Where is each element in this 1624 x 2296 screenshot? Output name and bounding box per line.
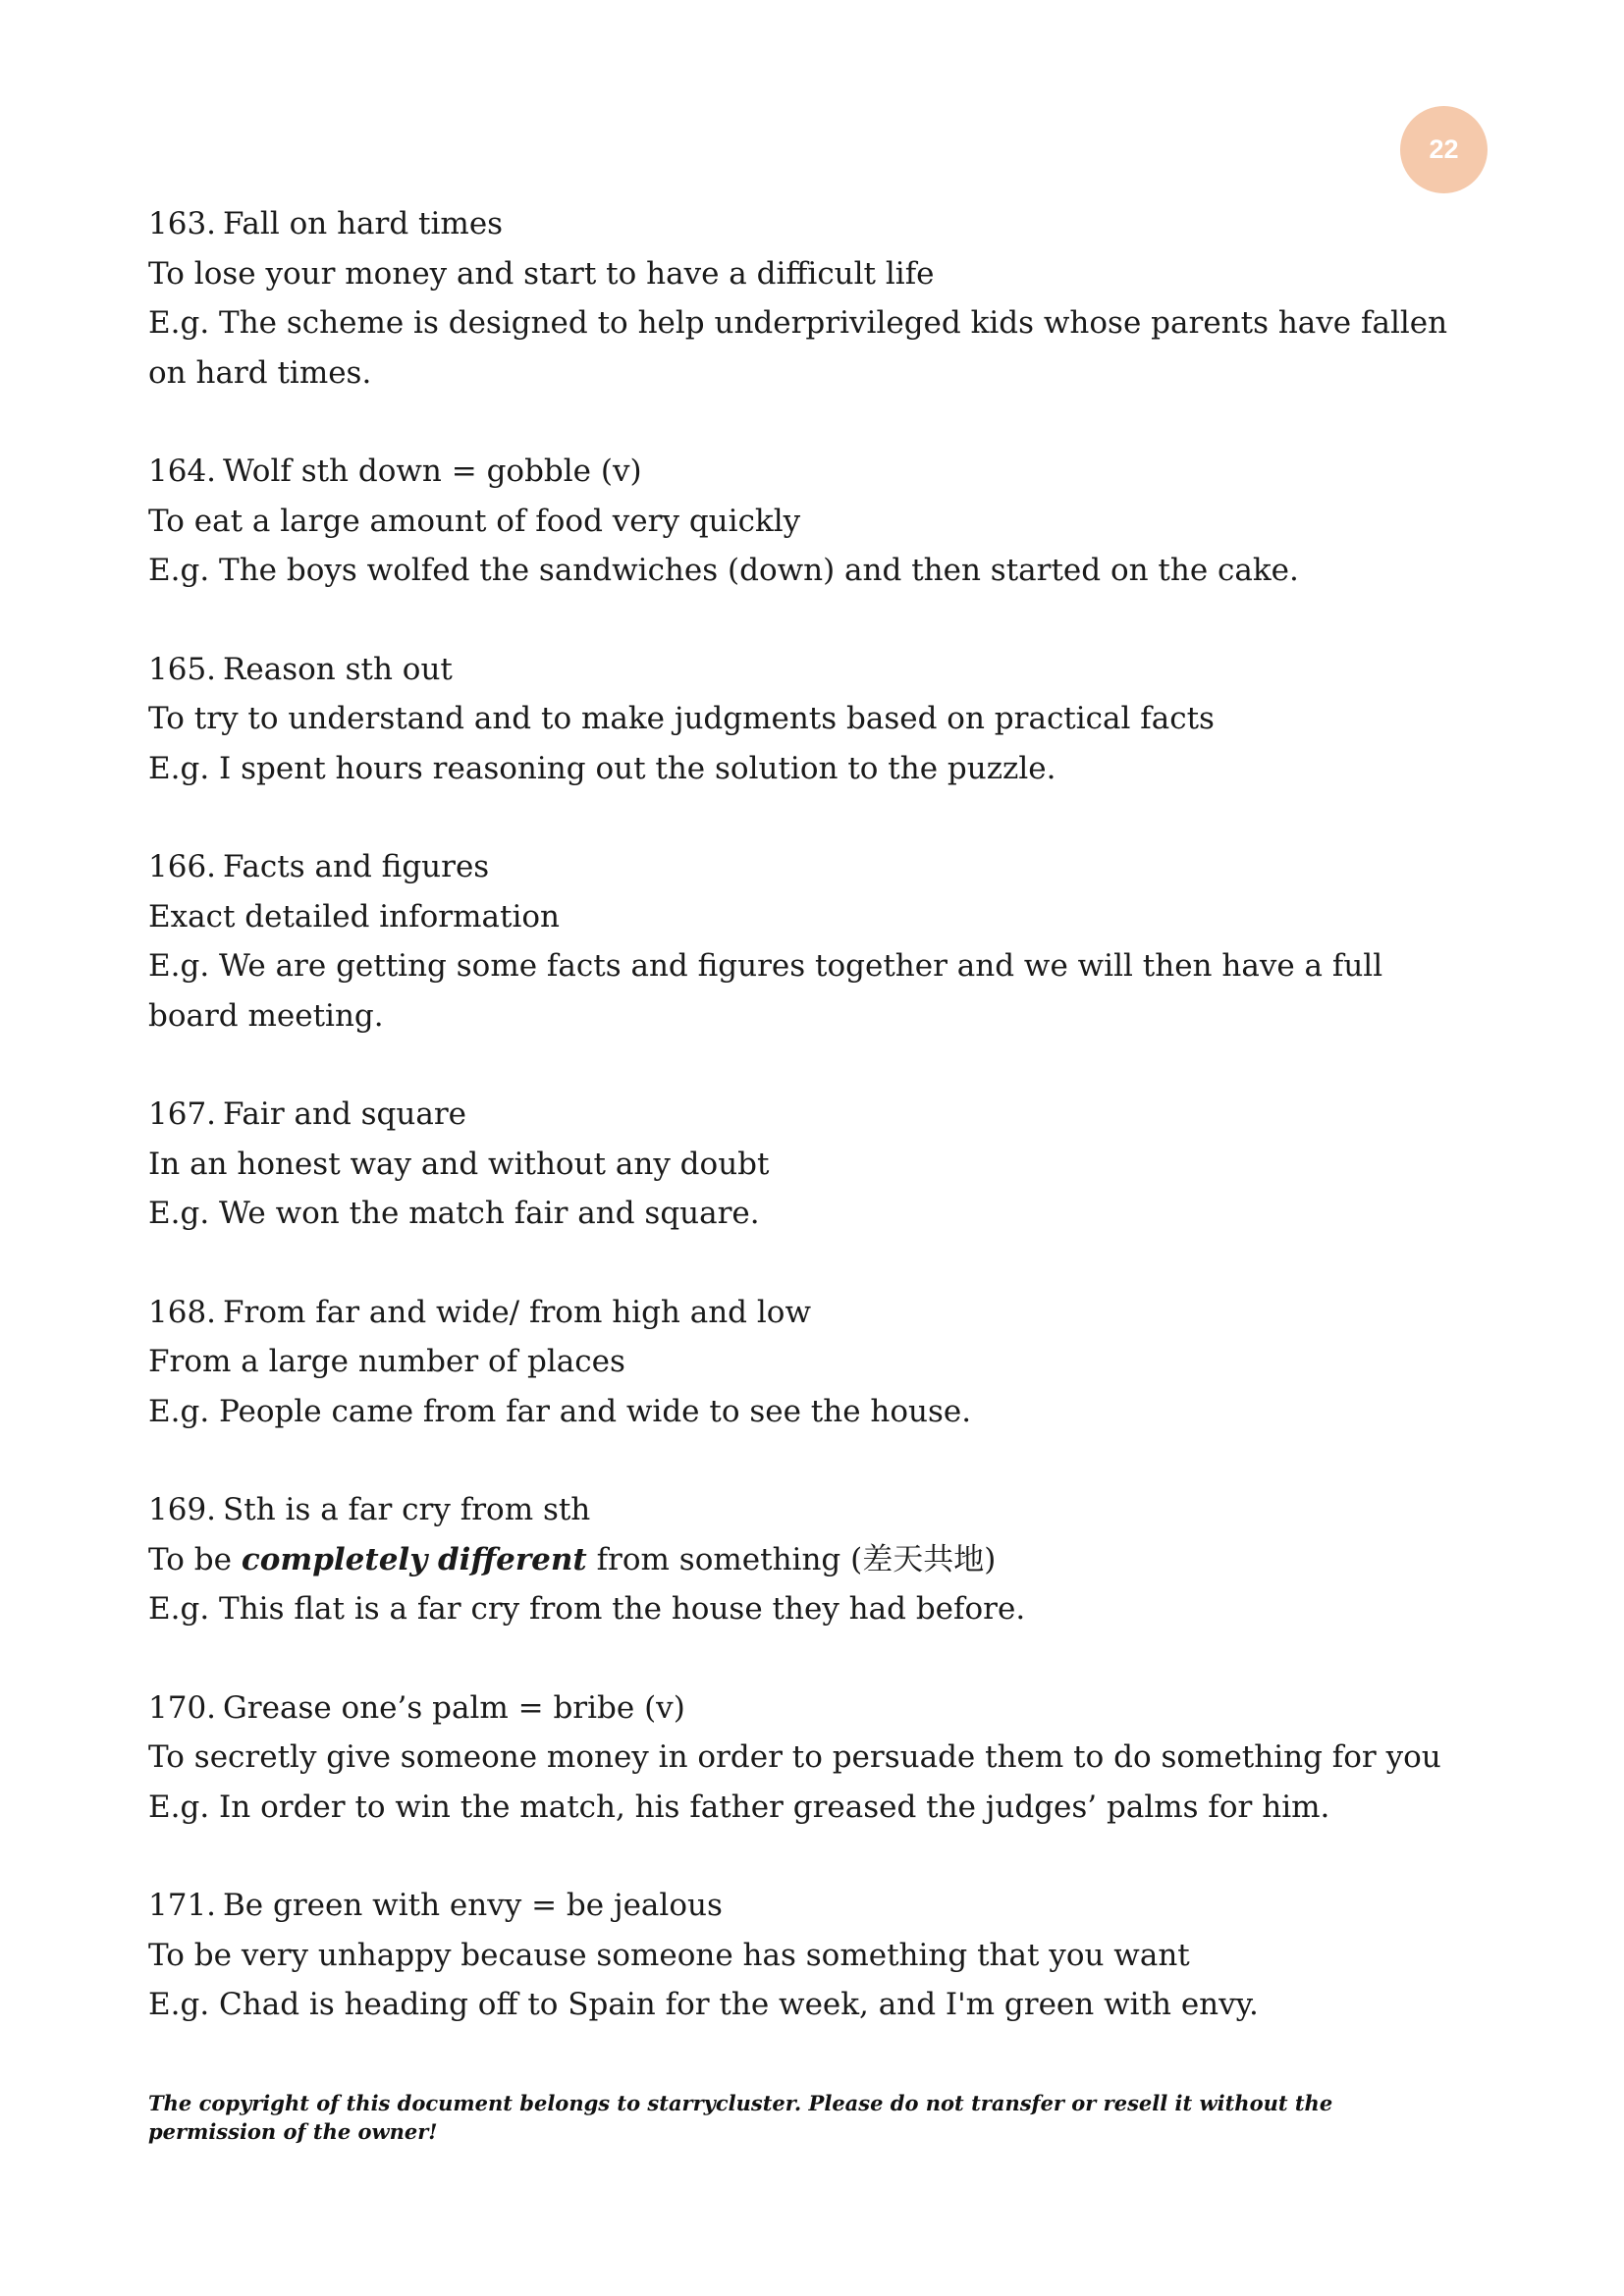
idiom-entry (148, 645, 1523, 794)
idiom-example: E.g. People came from far and wide to see the house. (148, 1393, 972, 1429)
idiom-number: 166. (148, 849, 217, 884)
idiom-entry (148, 1485, 1523, 1634)
definition-emphasis: completely different (241, 1541, 587, 1577)
idiom-title (148, 1090, 1523, 1140)
idiom-entry (148, 1288, 1523, 1437)
idiom-example: E.g. I spent hours reasoning out the solution to the puzzle. (148, 750, 1056, 786)
idiom-example: E.g. We are getting some facts and figures together and we will then have a full board meeting. (148, 948, 1383, 1034)
idiom-number: 171. (148, 1888, 217, 1923)
idiom-number: 164. (148, 454, 217, 489)
idiom-phrase: Be green with envy = be jealous (223, 1888, 723, 1923)
idiom-title (148, 1881, 1523, 1931)
idiom-number: 170. (148, 1689, 217, 1726)
idiom-example: E.g. In order to win the match, his father greased the judges’ palms for him. (148, 1789, 1330, 1825)
idiom-phrase: Wolf sth down = gobble (v) (223, 454, 642, 489)
idiom-title (148, 447, 1523, 497)
idiom-definition (148, 1535, 1523, 1585)
idiom-phrase: Sth is a far cry from sth (223, 1492, 591, 1527)
idiom-definition: In an honest way and without any doubt (148, 1146, 770, 1182)
idiom-definition: From a large number of places (148, 1344, 625, 1379)
idiom-number: 168. (148, 1294, 217, 1330)
idiom-number: 167. (148, 1096, 217, 1132)
idiom-example: E.g. The scheme is designed to help underprivileged kids whose parents have fallen on hard times. (148, 305, 1448, 391)
idiom-example: E.g. We won the match fair and square. (148, 1196, 760, 1231)
idiom-phrase: Fall on hard times (223, 206, 504, 241)
idiom-title (148, 842, 1523, 892)
idiom-phrase: Fair and square (223, 1096, 467, 1132)
page-number-badge: 22 (1400, 106, 1488, 193)
definition-text: from something (差天共地) (586, 1541, 997, 1577)
idiom-number: 163. (148, 206, 217, 241)
idiom-entry (148, 447, 1523, 596)
idiom-list (148, 199, 1523, 2079)
definition-text: To be (148, 1541, 242, 1577)
idiom-number: 169. (148, 1492, 217, 1527)
idiom-example: E.g. The boys wolfed the sandwiches (down) and then started on the cake. (148, 553, 1299, 588)
idiom-entry (148, 1683, 1523, 1833)
idiom-phrase: Facts and figures (223, 849, 490, 884)
idiom-entry (148, 199, 1523, 398)
idiom-title (148, 199, 1523, 249)
idiom-definition: To try to understand and to make judgments based on practical facts (148, 701, 1215, 736)
idiom-entry (148, 1090, 1523, 1239)
idiom-example: E.g. Chad is heading off to Spain for the week, and I'm green with envy. (148, 1987, 1259, 2022)
idiom-entry (148, 842, 1523, 1041)
idiom-definition: To secretly give someone money in order to persuade them to do something for you (148, 1739, 1441, 1775)
idiom-title (148, 1485, 1523, 1535)
idiom-number: 165. (148, 651, 217, 687)
idiom-definition: To eat a large amount of food very quickly (148, 503, 801, 539)
idiom-phrase: From far and wide/ from high and low (223, 1294, 811, 1330)
idiom-title (148, 645, 1523, 695)
copyright-footer: The copyright of this document belongs to starrycluster. Please do not transfer or resell it without the permission of the owner! (148, 2091, 1333, 2144)
idiom-example: E.g. This flat is a far cry from the house they had before. (148, 1591, 1026, 1627)
idiom-title (148, 1683, 1523, 1734)
idiom-entry (148, 1881, 1523, 2030)
idiom-phrase: Reason sth out (223, 651, 453, 687)
idiom-definition: Exact detailed information (148, 898, 560, 934)
idiom-phrase: Grease one’s palm = bribe (v) (223, 1689, 685, 1726)
idiom-title (148, 1288, 1523, 1338)
idiom-definition: To lose your money and start to have a difficult life (148, 255, 935, 292)
idiom-definition: To be very unhappy because someone has something that you want (148, 1937, 1190, 1973)
